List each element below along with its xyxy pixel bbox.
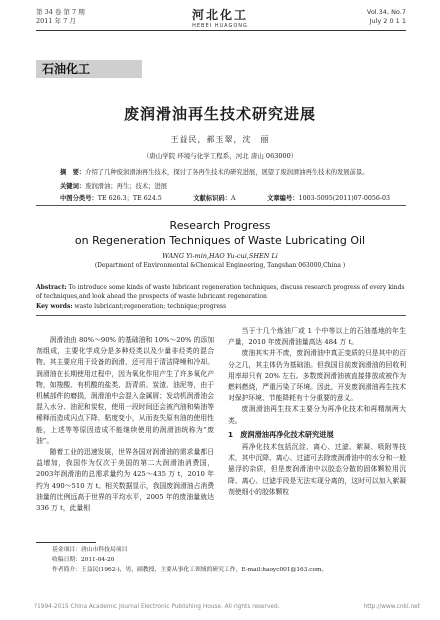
paper-title-cn: 废润滑油再生技术研究进展 <box>123 105 316 123</box>
body-paragraph: 废油其实并不废，废润滑油中真正变质的只是其中的百分之几，其主体仍为基础油。但我国目前废润滑油的回收利用率却只有 20% 左右。多数废润滑油被直接排放或被作为燃料燃烧，严重污染了环境。因此，开发废润滑油再生技术对保护环境、节能降耗有十分重要的意义。 <box>228 349 406 403</box>
authors-en: WANG Yi-min,HAO Yu-cui,SHEN Li <box>162 252 278 260</box>
affiliation-cn: （唐山学院 环境与化学工程系，河北 唐山 063000） <box>142 152 298 160</box>
body-paragraph: 废润滑油再生技术主要分为再净化技术和再精制两大类。 <box>228 405 406 425</box>
clc-number <box>60 193 162 202</box>
body-paragraph: 润滑油由 80%～90% 的基础油和 10%～20% 的添加剂组成，主要化学成分是多种烃类以及少量非烃类的混合物。其主要应用于设备的润滑，还可用于清洁降噪和冷却。润滑油在长期使用过程中，因为氧化作用产生了许多氧化产物，如羧酸、有机酸的盐类、沥青质、炭渣、油泥等，由于机械部件的磨损，润滑油中会混入金属屑；发动机润滑油会混入水分、油泥和炭粒，使用一段时间还会被汽油和柴油等稀释而造成闪点下降、粘度变小，从而丧失原有油的使用性能，上述等等原因造成不能继续使用的润滑油统称为“废油”。 <box>36 336 214 445</box>
copyright-notice: ?1994-2015 China Academic Journal Electronic Publishing House. All rights reserved. <box>34 604 280 610</box>
abstract-cn <box>60 168 400 177</box>
section-heading: 1 废润滑油再净化技术研究进展 <box>228 429 334 439</box>
affiliation-en: (Department of Environmental &Chemical Engineering, Tangshan 063000,China ) <box>94 262 346 269</box>
document-code <box>193 193 235 202</box>
abstract-cn-text: 介绍了几种废润滑油再生技术，探讨了各再生技术的研究进展，展望了废润滑油再生技术的发展前景。 <box>85 169 369 176</box>
clc-value: TE 626.3；TE 624.5 <box>97 195 162 202</box>
paper-title-en-line2: on Regeneration Techniques of Waste Lubricating Oil <box>74 234 366 247</box>
volume-issue: 第 34 卷 第 7 期 <box>36 8 85 16</box>
keywords-cn-text: 废润滑油；再生；技术；进展 <box>85 183 168 190</box>
footnote-rule <box>36 542 96 543</box>
abstract-en <box>36 284 406 301</box>
issue-date-en: July 2 0 1 1 <box>369 17 406 25</box>
footnote-author: 作者简介：王益民(1962-)，男，副教授，主要从事化工领域的研究工作，E-mail:haoyc001@163.com。 <box>52 567 328 573</box>
page-footer <box>0 604 440 610</box>
abstract-en-label: Abstract: <box>36 284 67 291</box>
abstract-en-text: To introduce some kinds of waste lubricant regeneration techniques, discuss research progress of every kinds of techniques,and look ahead the prospects of waste lubricant regeneration <box>36 284 405 300</box>
paper-title-en-line1: Research Progress <box>169 219 271 232</box>
meta-rule <box>36 205 406 206</box>
issue-date: 2011 年 7 月 <box>36 17 76 25</box>
journal-volume-info-en <box>367 8 406 26</box>
authors-cn: 王益民，郝玉翠，沈 丽 <box>170 135 270 144</box>
body-paragraph: 随着工业的迅速发展，世界各国对润滑油的需求量都日益增加，我国作为仅次于美国的第二大润滑油消费国，2003年润滑油的总需求量约为 425～435 万 t，2010 年约为 490～510 万 t。相关数据显示，我国废润滑油占消费油量的比例远高于世界的平均水平，2005 年的废油量就达 336 万 t，此量相 <box>36 448 214 513</box>
keywords-cn <box>60 182 167 191</box>
doc-code-value: A <box>231 195 236 202</box>
article-number-label: 文章编号： <box>267 195 299 202</box>
classification-row <box>60 193 390 202</box>
journal-logo-subtitle: HEBEI HUAGONG <box>192 23 248 29</box>
body-column-right <box>228 326 406 498</box>
footer-url: http://www.cnki.net <box>363 604 420 610</box>
clc-label: 中图分类号： <box>60 195 98 202</box>
article-number <box>267 193 390 202</box>
keywords-en-text: waste lubricant;regeneration; technique;progress <box>74 303 227 310</box>
keywords-en <box>36 303 226 310</box>
keywords-cn-label: 关键词： <box>60 183 86 190</box>
abstract-rule <box>36 315 406 316</box>
section-tag: 石油化工 <box>36 60 142 78</box>
doc-code-label: 文献标识码： <box>193 195 232 202</box>
body-paragraph: 再净化技术包括沉淀、离心、过滤、絮凝、吸附等技术，其中沉降、离心、过滤可去除废润滑油中的水分和一般悬浮的杂质，但是废润滑油中以胶态分散的固体颗粒用沉降、离心、过滤手段是无法实现分离的，这时可以加入絮凝剂使细小的胶体颗粒 <box>228 443 406 496</box>
journal-logo: 河北化工 <box>191 8 248 22</box>
article-number-value: 1003-5095(2011)07-0056-03 <box>298 195 390 202</box>
body-column-left <box>36 335 214 514</box>
volume-issue-en: Vol.34, No.7 <box>366 8 406 16</box>
abstract-cn-label: 摘 要： <box>60 169 86 176</box>
footnote-funding: 基金项目：唐山市科技局项目 <box>52 547 128 553</box>
keywords-en-label: Key words: <box>36 303 73 310</box>
body-paragraph: 当于十几个炼油厂或 1 个中等以上的石油基地的年生产量，2010 年废润滑油量高达 484 万 t。 <box>228 327 406 347</box>
footnote-received: 收稿日期：2011-04-20 <box>52 557 115 563</box>
header-rule <box>36 30 406 31</box>
